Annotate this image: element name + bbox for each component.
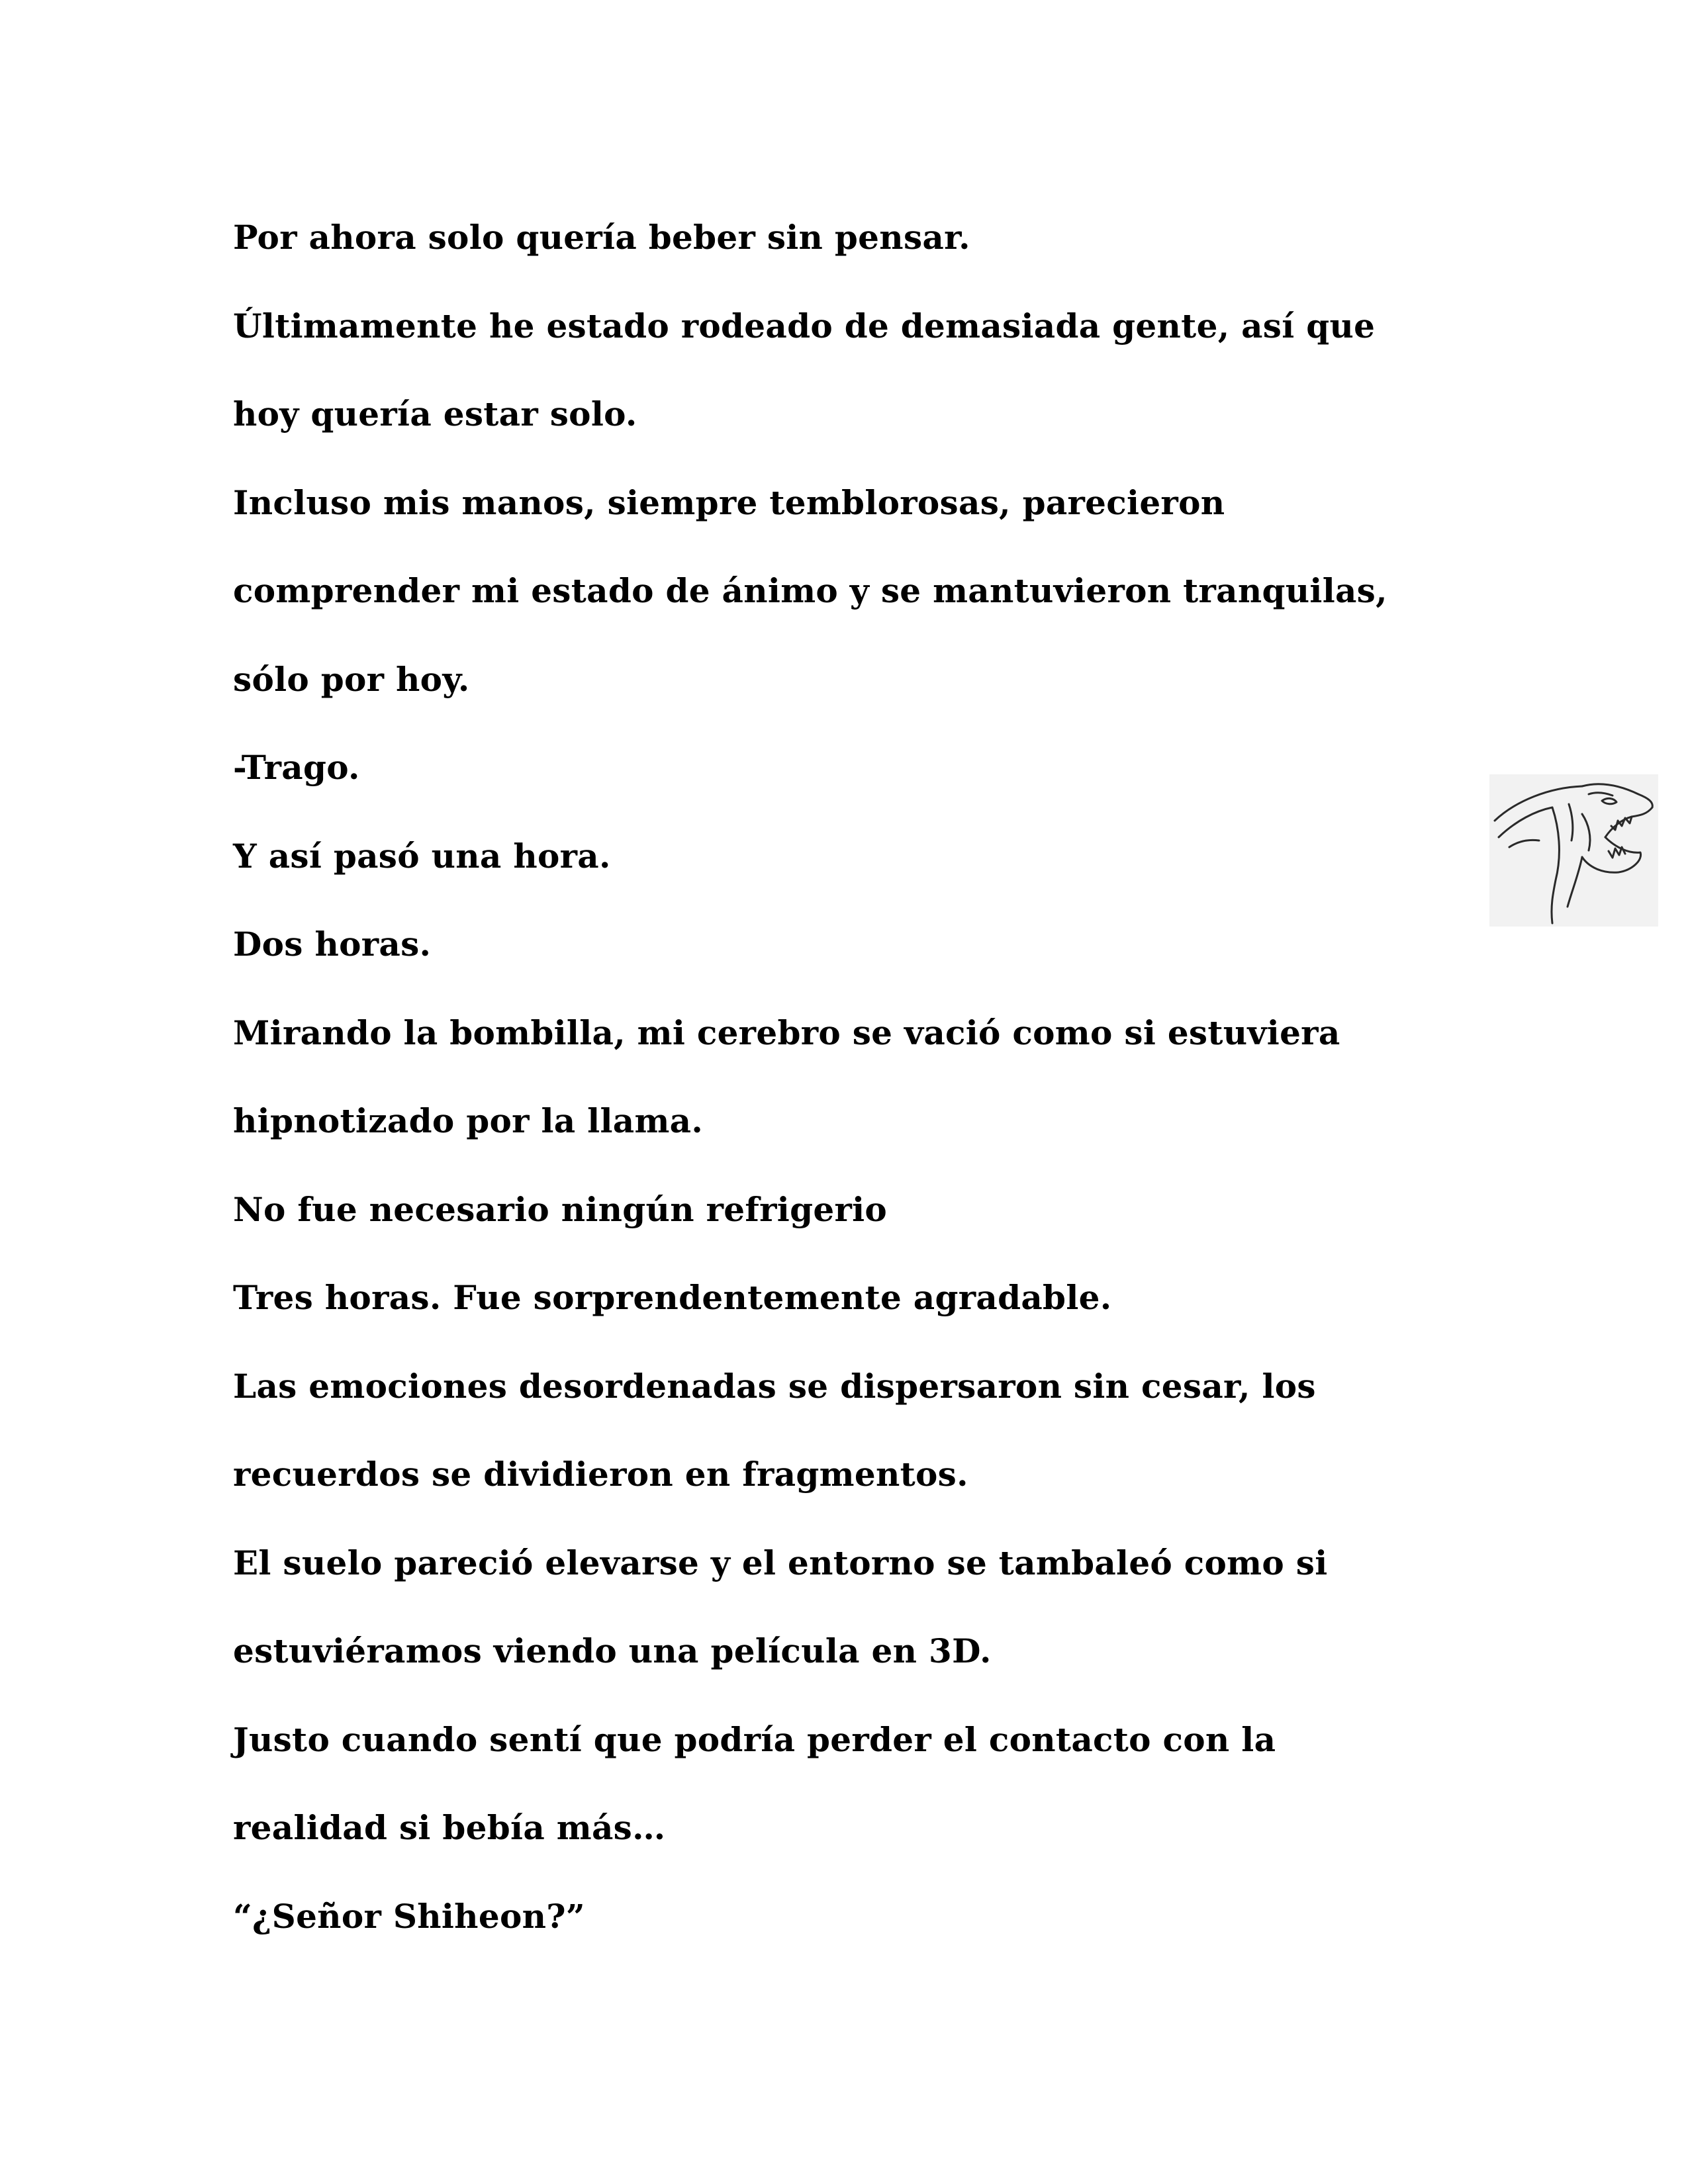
text-line: Y así pasó una hora. [233, 836, 611, 876]
text-line: El suelo pareció elevarse y el entorno se tambaleó como si [233, 1543, 1328, 1582]
text-line: Dos horas. [233, 925, 432, 964]
dinosaur-head-sketch-icon [1489, 774, 1658, 927]
text-line: Las emociones desordenadas se dispersaron sin cesar, los [233, 1366, 1316, 1406]
text-line: Justo cuando sentí que podría perder el contacto con la [233, 1719, 1276, 1759]
body-text [233, 193, 1491, 1960]
text-line: Incluso mis manos, siempre temblorosas, parecieron [233, 482, 1225, 522]
text-line: estuviéramos viendo una película en 3D. [233, 1631, 992, 1670]
text-line: -Trago. [233, 748, 360, 787]
text-line: Por ahora solo quería beber sin pensar. [233, 218, 970, 257]
text-line: Últimamente he estado rodeado de demasiada gente, así que [233, 306, 1376, 345]
text-line: “¿Señor Shiheon?” [233, 1896, 585, 1936]
text-line: Mirando la bombilla, mi cerebro se vació como si estuviera [233, 1013, 1340, 1052]
text-line: recuerdos se dividieron en fragmentos. [233, 1455, 968, 1494]
text-line: sólo por hoy. [233, 659, 470, 699]
text-line: comprender mi estado de ánimo y se mantuvieron tranquilas, [233, 571, 1387, 610]
text-line: No fue necesario ningún refrigerio [233, 1189, 888, 1229]
text-line: Tres horas. Fue sorprendentemente agradable. [233, 1278, 1112, 1317]
text-line: realidad si bebía más… [233, 1808, 666, 1847]
text-line: hipnotizado por la llama. [233, 1101, 704, 1140]
text-line: hoy quería estar solo. [233, 394, 637, 433]
